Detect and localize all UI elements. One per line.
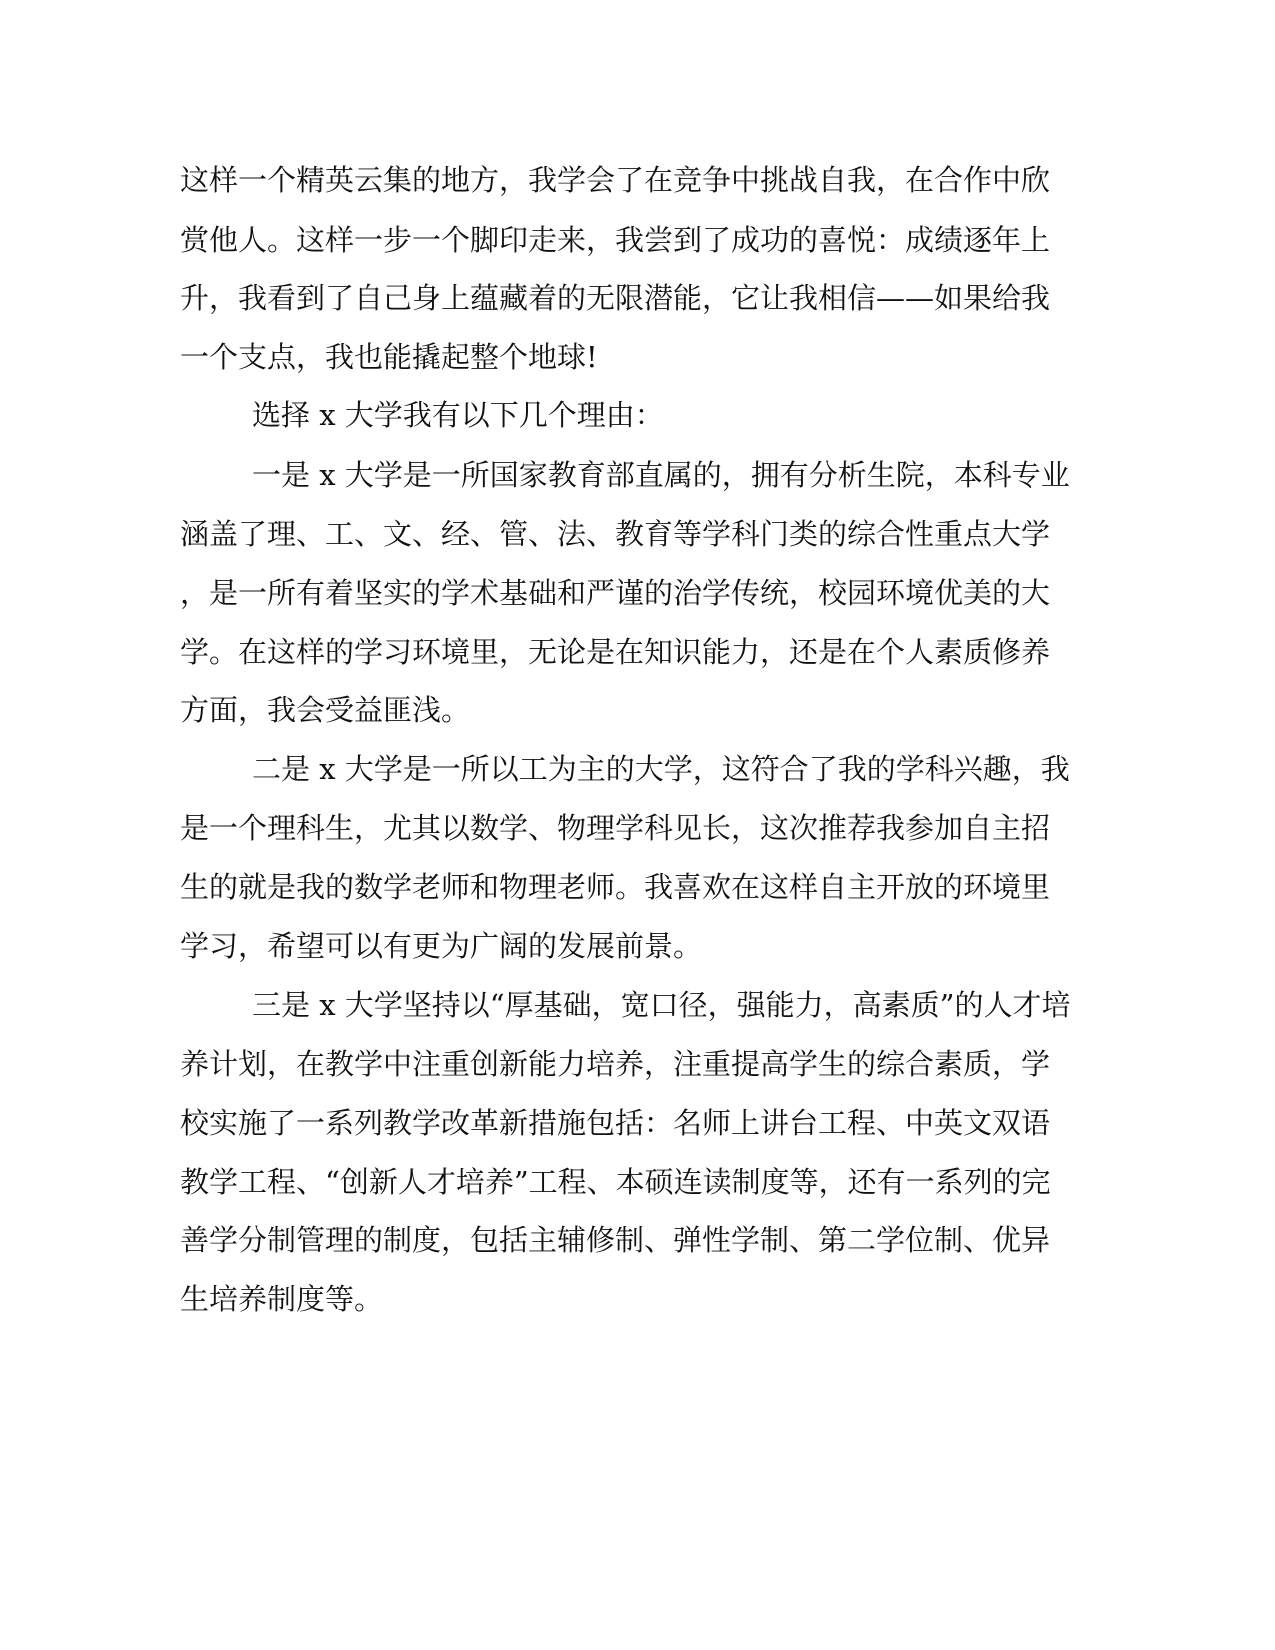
text-line: 学习，希望可以有更为广阔的发展前景。 [180, 929, 703, 963]
text-line: ，是一所有着坚实的学术基础和严谨的治学传统，校园环境优美的大 [180, 576, 1051, 610]
text-line: 升，我看到了自己身上蕴藏着的无限潜能，它让我相信——如果给我 [180, 281, 1051, 315]
text-line: 一个支点，我也能撬起整个地球! [180, 340, 598, 374]
text-line: 这样一个精英云集的地方，我学会了在竞争中挑战自我，在合作中欣 [180, 163, 1051, 197]
text-line: 生培养制度等。 [180, 1282, 384, 1316]
text-line: 二是 x 大学是一所以工为主的大学，这符合了我的学科兴趣，我 [252, 752, 1070, 786]
text-line: 是一个理科生，尤其以数学、物理学科见长，这次推荐我参加自主招 [180, 811, 1051, 845]
text-line: 养计划，在教学中注重创新能力培养，注重提高学生的综合素质，学 [180, 1047, 1051, 1081]
text-line: 涵盖了理、工、文、经、管、法、教育等学科门类的综合性重点大学 [180, 517, 1051, 551]
text-line: 三是 x 大学坚持以“厚基础，宽口径，强能力，高素质”的人才培 [252, 988, 1071, 1022]
text-line: 方面，我会受益匪浅。 [180, 693, 471, 727]
text-line: 一是 x 大学是一所国家教育部直属的，拥有分析生院，本科专业 [252, 458, 1070, 492]
text-line: 生的就是我的数学老师和物理老师。我喜欢在这样自主开放的环境里 [180, 870, 1051, 904]
text-line: 校实施了一系列教学改革新措施包括：名师上讲台工程、中英文双语 [180, 1106, 1051, 1140]
text-line: 赏他人。这样一步一个脚印走来，我尝到了成功的喜悦：成绩逐年上 [180, 223, 1051, 257]
text-line: 教学工程、“创新人才培养”工程、本硕连读制度等，还有一系列的完 [180, 1165, 1051, 1199]
text-line: 学。在这样的学习环境里，无论是在知识能力，还是在个人素质修养 [180, 635, 1051, 669]
paragraph-intro: 选择 x 大学我有以下几个理由： [252, 398, 664, 432]
text-line: 善学分制管理的制度，包括主辅修制、弹性学制、第二学位制、优异 [180, 1223, 1051, 1257]
